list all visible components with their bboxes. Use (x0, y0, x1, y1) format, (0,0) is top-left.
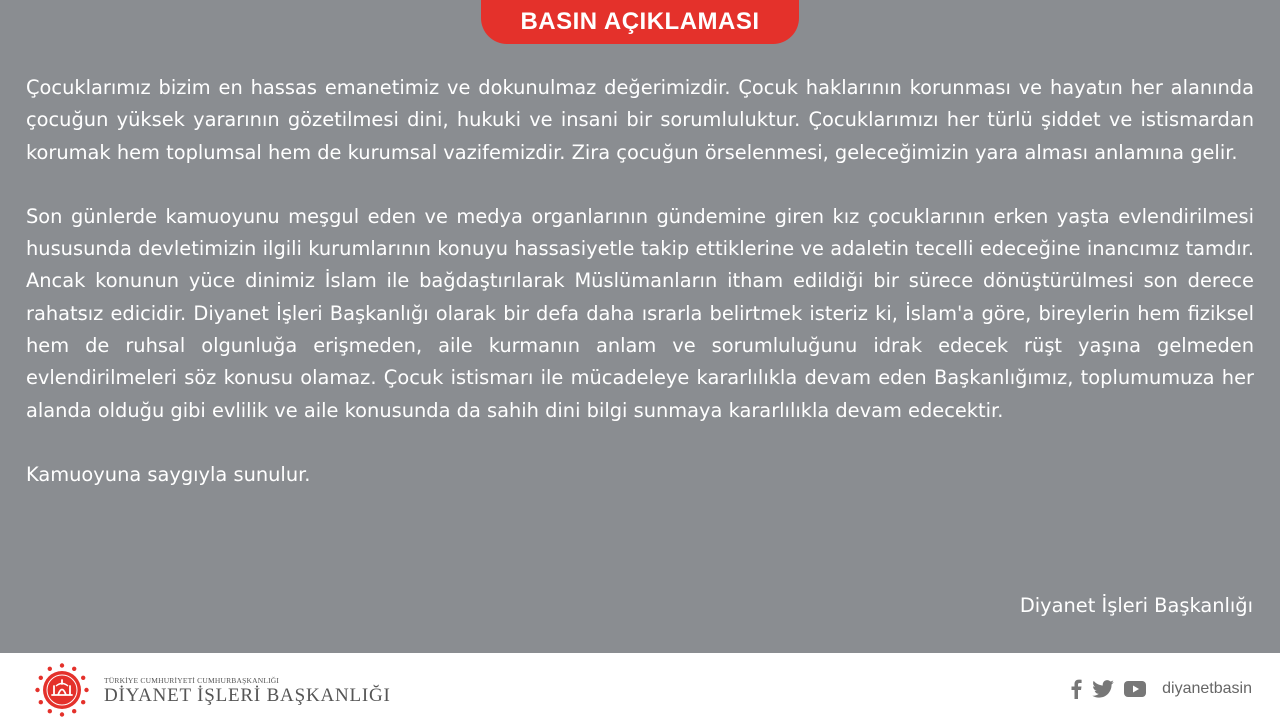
diyanet-seal-icon (34, 662, 90, 718)
social-handle[interactable]: diyanetbasin (1162, 680, 1252, 697)
twitter-icon[interactable] (1092, 680, 1114, 698)
footer-bar (0, 653, 1280, 725)
signature: Diyanet İşleri Başkanlığı (1019, 594, 1253, 617)
facebook-icon[interactable] (1070, 679, 1082, 699)
youtube-icon[interactable] (1124, 681, 1146, 697)
org-name: DİYANET İŞLERİ BAŞKANLIĞI (104, 685, 391, 706)
statement-body (26, 72, 1254, 491)
org-parent-name: TÜRKİYE CUMHURİYETİ CUMHURBAŞKANLIĞI (104, 676, 280, 685)
paragraph-1: Çocuklarımız bizim en hassas emanetimiz ve dokunulmaz değerimizdir. Çocuk haklarının korunması ve hayatın her alanında çocuğun yüksek yararının gözetilmesi dini, hukuki ve insani bir sorumluluktur. Çocuklarımızı her türlü şiddet ve istismardan korumak hem toplumsal hem de kurumsal vazifemizdir. Zira çocuğun örselenmesi, geleceğimizin yara alması anlamına gelir. (26, 76, 1254, 164)
press-release-title-text: BASIN AÇIKLAMASI (520, 8, 760, 35)
press-release-title (481, 0, 799, 44)
social-links (1070, 677, 1252, 701)
paragraph-2: Son günlerde kamuoyunu meşgul eden ve medya organlarının gündemine giren kız çocuklarının erken yaşta evlendirilmesi hususunda devletimizin ilgili kurumlarının konuyu hassasiyetle takip ettiklerine ve adaletin tecelli edeceğine inancımız tamdır. Ancak konunun yüce dinimiz İslam ile bağdaştırılarak Müslümanların itham edildiği bir sürece dönüştürülmesi son derece rahatsız edicidir. Diyanet İşleri Başkanlığı olarak bir defa daha ısrarla belirtmek isteriz ki, İslam'a göre, bireylerin hem fiziksel hem de ruhsal olgunluğa erişmeden, aile kurmanın anlam ve sorumluluğunu idrak edecek rüşt yaşına gelmeden evlendirilmeleri söz konusu olamaz. Çocuk istismarı ile mücadeleye kararlılıkla devam eden Başkanlığımız, toplumumuza her alanda olduğu gibi evlilik ve aile konusunda da sahih dini bilgi sunmaya kararlılıkla devam edecektir. (26, 204, 1254, 422)
closing-line: Kamuoyuna saygıyla sunulur. (26, 462, 311, 486)
